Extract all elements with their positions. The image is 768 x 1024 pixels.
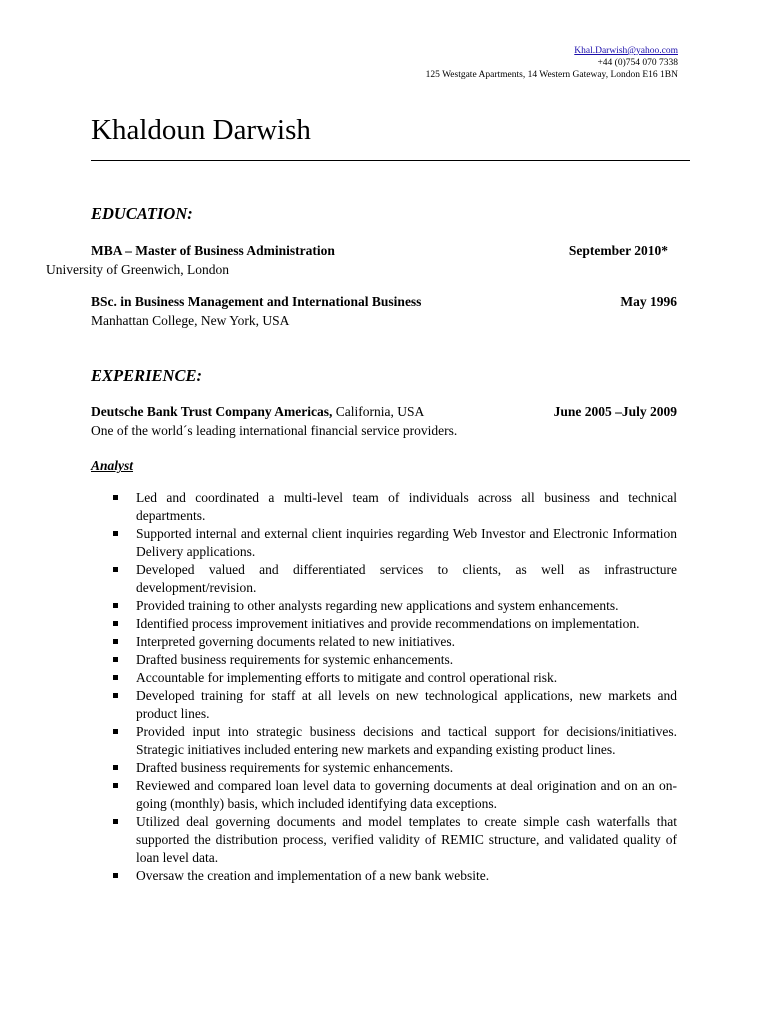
responsibilities-list <box>91 489 677 885</box>
contact-block <box>426 45 678 81</box>
list-item <box>91 669 677 687</box>
degree-date: September 2010* <box>568 243 668 258</box>
list-item <box>91 651 677 669</box>
degree-date: May 1996 <box>620 294 677 309</box>
list-item <box>91 687 677 723</box>
email-link[interactable]: Khal.Darwish@yahoo.com <box>574 46 678 56</box>
bullet-text: Led and coordinated a multi-level team of individuals across all business and technical departments. <box>136 490 677 523</box>
company-location: California, USA <box>332 404 425 419</box>
list-item <box>91 489 677 525</box>
bullet-square-icon <box>113 639 118 644</box>
list-item <box>91 561 677 597</box>
bullet-square-icon <box>113 621 118 626</box>
employer <box>91 403 424 421</box>
list-item <box>91 525 677 561</box>
list-item <box>91 777 677 813</box>
list-item <box>91 633 677 651</box>
bullet-square-icon <box>113 531 118 536</box>
bullet-square-icon <box>113 657 118 662</box>
bullet-text: Provided training to other analysts regarding new applications and system enhancements. <box>136 598 619 613</box>
education-entry-2 <box>91 293 677 311</box>
bullet-square-icon <box>113 675 118 680</box>
company-name: Deutsche Bank Trust Company Americas, <box>91 404 333 419</box>
experience-heading: EXPERIENCE: <box>91 366 202 385</box>
bullet-text: Drafted business requirements for systemic enhancements. <box>136 652 454 667</box>
bullet-square-icon <box>113 765 118 770</box>
bullet-text: Developed valued and differentiated services to clients, as well as infrastructure development/revision. <box>136 562 677 595</box>
bullet-text: Supported internal and external client inquiries regarding Web Investor and Electronic Information Delivery applications. <box>136 526 677 559</box>
bullet-square-icon <box>113 693 118 698</box>
school-name: Manhattan College, New York, USA <box>91 313 290 328</box>
bullet-square-icon <box>113 783 118 788</box>
education-heading: EDUCATION: <box>91 204 193 223</box>
bullet-text: Accountable for implementing efforts to mitigate and control operational risk. <box>136 670 558 685</box>
bullet-square-icon <box>113 873 118 878</box>
bullet-square-icon <box>113 603 118 608</box>
school-name: University of Greenwich, London <box>46 262 229 277</box>
job-header <box>91 403 677 421</box>
degree-title: MBA – Master of Business Administration <box>91 243 335 258</box>
header-divider <box>91 160 690 161</box>
bullet-text: Drafted business requirements for systemic enhancements. <box>136 760 454 775</box>
job-role: Analyst <box>91 458 134 473</box>
list-item <box>91 867 677 885</box>
degree-title: BSc. in Business Management and International Business <box>91 294 422 309</box>
bullet-text: Reviewed and compared loan level data to governing documents at deal origination and on an on-going (monthly) basis, which included identifying data exceptions. <box>136 778 677 811</box>
list-item <box>91 813 677 867</box>
education-entry-1 <box>91 242 677 260</box>
list-item <box>91 597 677 615</box>
list-item <box>91 723 677 759</box>
bullet-square-icon <box>113 495 118 500</box>
bullet-text: Developed training for staff at all levels on new technological applications, new markets and product lines. <box>136 688 677 721</box>
list-item <box>91 615 677 633</box>
company-description: One of the world´s leading international financial service providers. <box>91 423 458 438</box>
list-item <box>91 759 677 777</box>
bullet-square-icon <box>113 729 118 734</box>
bullet-text: Oversaw the creation and implementation of a new bank website. <box>136 868 490 883</box>
bullet-text: Provided input into strategic business decisions and tactical support for decisions/initiatives. Strategic initiatives included entering new markets and expanding existing product lines. <box>136 724 677 757</box>
bullet-text: Utilized deal governing documents and model templates to create simple cash waterfalls that supported the distribution process, verified validity of REMIC structure, and validated quality of loan level data. <box>136 814 677 865</box>
bullet-text: Interpreted governing documents related to new initiatives. <box>136 634 456 649</box>
job-dates: June 2005 –July 2009 <box>553 404 677 419</box>
bullet-square-icon <box>113 819 118 824</box>
bullet-text: Identified process improvement initiatives and provide recommendations on implementation. <box>136 616 640 631</box>
bullet-square-icon <box>113 567 118 572</box>
address: 125 Westgate Apartments, 14 Western Gateway, London E16 1BN <box>425 70 678 80</box>
phone-number: +44 (0)754 070 7338 <box>597 58 678 68</box>
candidate-name: Khaldoun Darwish <box>91 114 311 146</box>
